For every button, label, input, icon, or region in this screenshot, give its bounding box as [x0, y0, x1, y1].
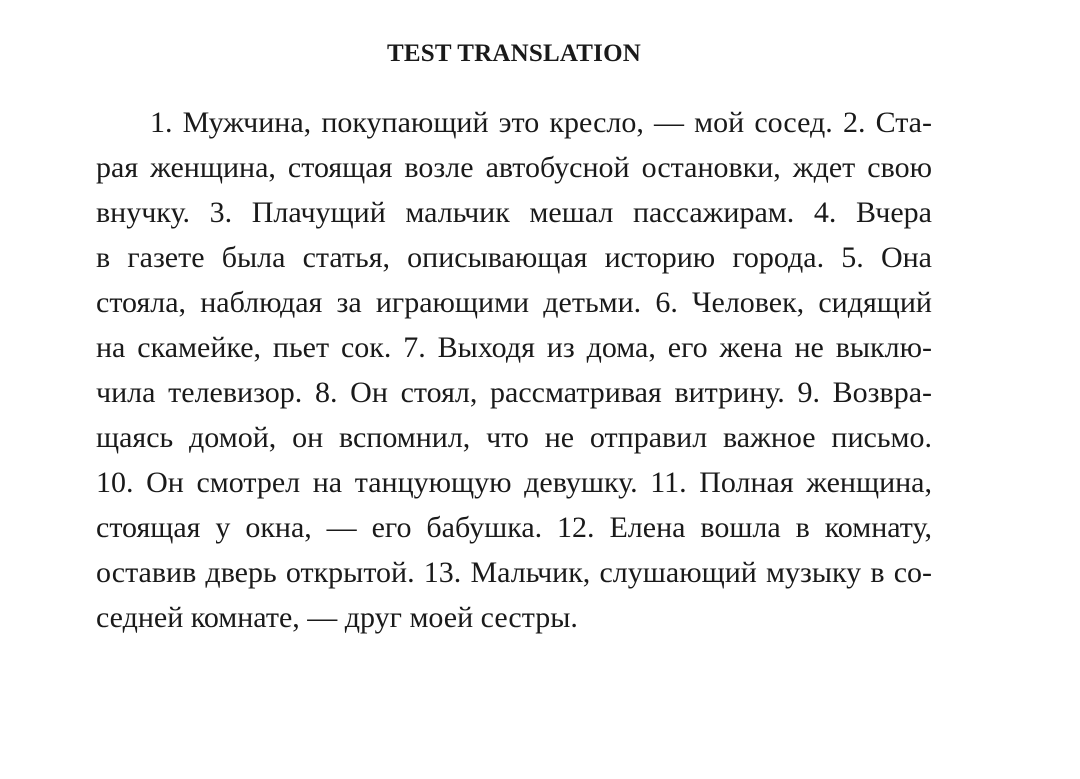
- text-line-10: стоящая у окна, — его бабушка. 12. Елена вошла в комнату,: [96, 511, 932, 544]
- text-line-1: 1. Мужчина, покупающий это кресло, — мой сосед. 2. Ста-: [150, 106, 932, 139]
- text-line-9: 10. Он смотрел на танцующую девушку. 11. Полная женщина,: [96, 466, 932, 499]
- exercise-paragraph: [96, 100, 932, 640]
- text-line-6: на скамейке, пьет сок. 7. Выходя из дома, его жена не выклю-: [96, 331, 932, 364]
- text-line-11: оставив дверь открытой. 13. Мальчик, слушающий музыку в со-: [96, 556, 932, 589]
- document-title: TEST TRANSLATION: [387, 40, 641, 67]
- text-line-12: седней комнате, — друг моей сестры.: [96, 601, 578, 634]
- text-line-5: стояла, наблюдая за играющими детьми. 6. Человек, сидящий: [96, 286, 932, 319]
- text-line-8: щаясь домой, он вспомнил, что не отправил важное письмо.: [96, 421, 932, 454]
- text-line-2: рая женщина, стоящая возле автобусной остановки, ждет свою: [96, 151, 932, 184]
- text-line-7: чила телевизор. 8. Он стоял, рассматривая витрину. 9. Возвра-: [96, 376, 932, 409]
- text-line-4: в газете была статья, описывающая историю города. 5. Она: [96, 241, 932, 274]
- text-line-3: внучку. 3. Плачущий мальчик мешал пассажирам. 4. Вчера: [96, 196, 932, 229]
